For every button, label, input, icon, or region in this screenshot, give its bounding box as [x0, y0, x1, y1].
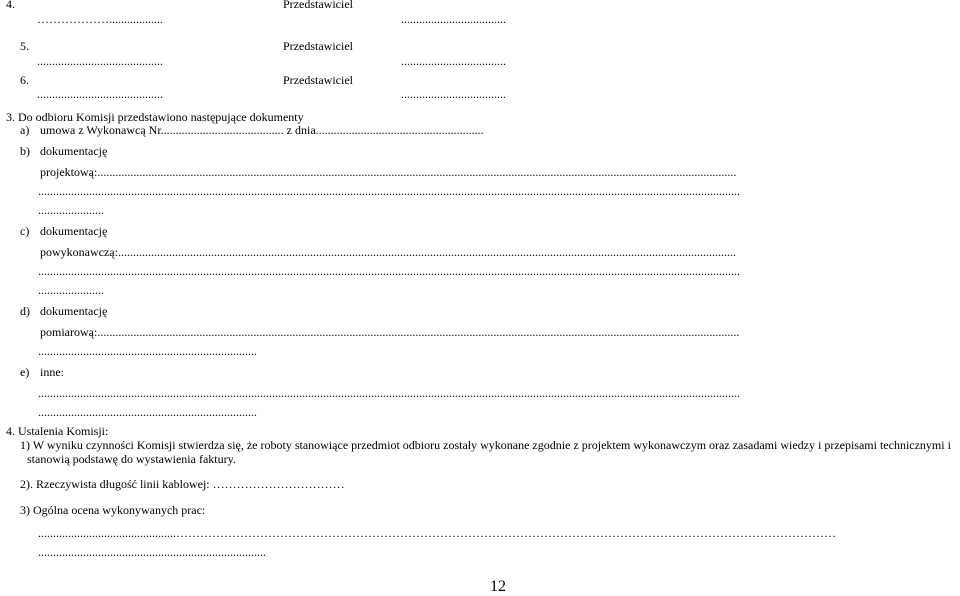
rep6-dots-left: .......................................... [37, 87, 163, 101]
item-b-text: dokumentację [40, 144, 108, 158]
rep4-number: 4. [6, 0, 15, 11]
item-e-letter: e) [20, 365, 30, 379]
item-d-sub: pomiarową:...................................................................................................................................................................................................................... [40, 325, 740, 339]
item-b-sub: projektową:..................................................................................................................................................................................................................... [40, 165, 737, 179]
item-e-text: inne: [40, 365, 64, 379]
item-b-letter: b) [20, 144, 30, 158]
findings-p3: 3) Ogólna ocena wykonywanych prac: [20, 503, 206, 517]
item-e-line1: .......................................................................................................................................................................................................................................... [38, 386, 740, 400]
item-c-sub: powykonawczą:.............................................................................................................................................................................................................. [40, 245, 736, 259]
item-d-letter: d) [20, 304, 30, 318]
findings-p3-line1: ..............................................………………………………………………………………………………………………………………………………………………… [38, 526, 836, 540]
findings-p1-line2: stanowią podstawę do wystawienia faktury. [27, 452, 236, 466]
rep6-label: Przedstawiciel [283, 73, 353, 87]
section4-heading: 4. Ustalenia Komisji: [6, 424, 109, 438]
rep5-dots-left: .......................................... [37, 54, 163, 68]
page-number: 12 [490, 578, 506, 595]
findings-p2: 2). Rzeczywista długość linii kablowej: …………………………… [20, 477, 345, 491]
item-c-text: dokumentację [40, 224, 108, 238]
item-c-line2: .......................................................................................................................................................................................................................................... [38, 264, 740, 278]
item-d-line2: ......................................................................... [38, 344, 257, 358]
rep6-dots-right: ................................... [401, 87, 506, 101]
rep6-number: 6. [20, 73, 29, 87]
rep5-label: Przedstawiciel [283, 39, 353, 53]
item-d-text: dokumentację [40, 304, 108, 318]
rep5-dots-right: ................................... [401, 54, 506, 68]
item-c-line3: ...................... [38, 283, 104, 297]
rep4-dots-left: ……………….................. [37, 12, 163, 26]
section3-heading: 3. Do odbioru Komisji przedstawiono następujące dokumenty [6, 110, 304, 124]
rep4-label: Przedstawiciel [283, 0, 353, 11]
item-c-letter: c) [20, 224, 30, 238]
item-a-text: umowa z Wykonawcą Nr......................................... z dnia........................................................ [40, 123, 484, 137]
rep5-number: 5. [20, 39, 29, 53]
rep4-dots-right: ................................... [401, 12, 506, 26]
findings-p3-line2: ............................................................................ [38, 545, 266, 559]
item-b-line2: .......................................................................................................................................................................................................................................... [38, 184, 740, 198]
item-b-line3: ...................... [38, 203, 104, 217]
item-e-line2: ......................................................................... [38, 405, 257, 419]
findings-p1-line1: 1) W wyniku czynności Komisji stwierdza się, że roboty stanowiące przedmiot odbioru zostały wykonane zgodnie z projektem wykonawczym oraz zasadami wiedzy i przepisami technicznymi i [20, 438, 951, 452]
item-a-letter: a) [20, 123, 30, 137]
